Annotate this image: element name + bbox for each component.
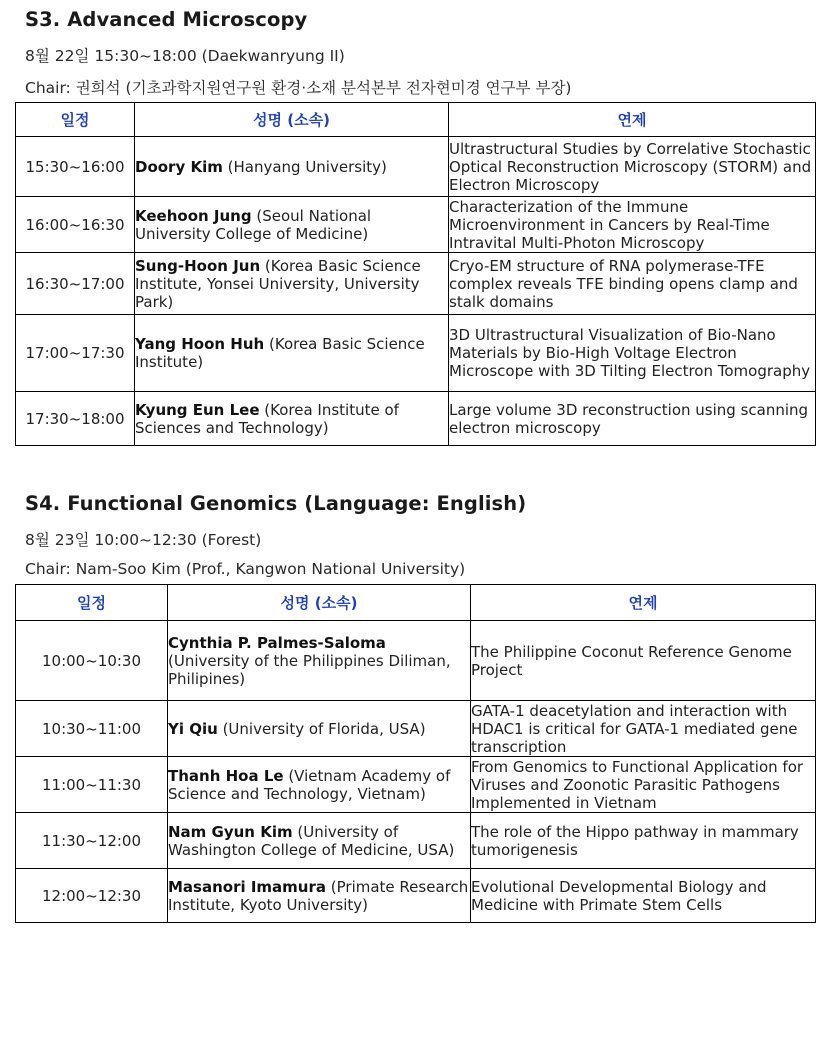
talk-title: The Philippine Coconut Reference Genome Project	[471, 621, 816, 701]
talk-title: The role of the Hippo pathway in mammary tumorigenesis	[471, 813, 816, 869]
speaker-name: Masanori Imamura	[168, 877, 327, 896]
speaker-cell	[168, 869, 471, 923]
speaker-affiliation: (Hanyang University)	[222, 157, 387, 176]
schedule-table	[15, 584, 816, 923]
header-time: 일정	[16, 585, 168, 621]
header-speaker: 성명 (소속)	[168, 585, 471, 621]
speaker-cell	[135, 137, 449, 197]
table-row	[16, 869, 816, 923]
speaker-affiliation: (Primate Research Institute, Kyoto University)	[168, 877, 469, 914]
table-header-row	[16, 103, 816, 137]
time-slot: 10:00~10:30	[16, 621, 168, 701]
table-row	[16, 137, 816, 197]
table-header-row	[16, 585, 816, 621]
speaker-affiliation: (Vietnam Academy of Science and Technology, Vietnam)	[168, 766, 451, 803]
speaker-cell	[135, 253, 449, 315]
speaker-cell	[168, 701, 471, 757]
table-row	[16, 253, 816, 315]
time-slot: 11:00~11:30	[16, 757, 168, 813]
speaker-affiliation: (Korea Institute of Sciences and Technology)	[135, 400, 399, 437]
speaker-name: Doory Kim	[135, 157, 223, 176]
table-row	[16, 315, 816, 392]
time-slot: 16:00~16:30	[16, 197, 135, 253]
header-topic: 연제	[471, 585, 816, 621]
time-slot: 12:00~12:30	[16, 869, 168, 923]
speaker-affiliation: (University of Washington College of Medicine, USA)	[168, 822, 455, 859]
session-chair: Chair: 권희석 (기초과학지원연구원 환경·소재 분석본부 전자현미경 연구부 부장)	[25, 79, 572, 97]
speaker-name: Keehoon Jung	[135, 206, 252, 225]
session-date-venue: 8월 23일 10:00~12:30 (Forest)	[25, 531, 262, 549]
talk-title: Cryo-EM structure of RNA polymerase-TFE complex reveals TFE binding opens clamp and stalk domains	[449, 253, 816, 315]
header-speaker: 성명 (소속)	[135, 103, 449, 137]
speaker-cell	[168, 813, 471, 869]
talk-title: From Genomics to Functional Application for Viruses and Zoonotic Parasitic Pathogens Implemented in Vietnam	[471, 757, 816, 813]
table-row	[16, 701, 816, 757]
speaker-name: Sung-Hoon Jun	[135, 256, 261, 275]
talk-title: Ultrastructural Studies by Correlative Stochastic Optical Reconstruction Microscopy (STORM) and Electron Microscopy	[449, 137, 816, 197]
speaker-cell	[168, 757, 471, 813]
speaker-name: Cynthia P. Palmes-Saloma	[168, 633, 386, 652]
talk-title: Evolutional Developmental Biology and Medicine with Primate Stem Cells	[471, 869, 816, 923]
table-row	[16, 197, 816, 253]
speaker-affiliation: (Korea Basic Science Institute)	[135, 335, 425, 371]
speaker-name: Nam Gyun Kim	[168, 822, 293, 841]
speaker-name: Thanh Hoa Le	[168, 766, 284, 785]
session-title: S4. Functional Genomics (Language: English)	[25, 492, 527, 515]
time-slot: 11:30~12:00	[16, 813, 168, 869]
speaker-cell	[168, 621, 471, 701]
session-chair: Chair: Nam-Soo Kim (Prof., Kangwon National University)	[25, 560, 466, 578]
speaker-cell	[135, 315, 449, 392]
speaker-cell	[135, 392, 449, 446]
table-row	[16, 621, 816, 701]
talk-title: Large volume 3D reconstruction using scanning electron microscopy	[449, 392, 816, 446]
time-slot: 15:30~16:00	[16, 137, 135, 197]
schedule-table	[15, 102, 816, 446]
table-row	[16, 813, 816, 869]
time-slot: 17:30~18:00	[16, 392, 135, 446]
session-title: S3. Advanced Microscopy	[25, 8, 308, 31]
talk-title: 3D Ultrastructural Visualization of Bio-Nano Materials by Bio-High Voltage Electron Microscope with 3D Tilting Electron Tomography	[449, 315, 816, 392]
header-topic: 연제	[449, 103, 816, 137]
table-row	[16, 392, 816, 446]
time-slot: 16:30~17:00	[16, 253, 135, 315]
talk-title: Characterization of the Immune Microenvironment in Cancers by Real-Time Intravital Multi-Photon Microscopy	[449, 197, 816, 253]
speaker-name: Yang Hoon Huh	[135, 335, 265, 353]
speaker-name: Yi Qiu	[168, 719, 218, 738]
time-slot: 17:00~17:30	[16, 315, 135, 392]
session-date-venue: 8월 22일 15:30~18:00 (Daekwanryung II)	[25, 47, 345, 65]
speaker-affiliation: (Seoul National University College of Medicine)	[135, 206, 372, 243]
speaker-affiliation: (University of Florida, USA)	[217, 719, 426, 738]
header-time: 일정	[16, 103, 135, 137]
table-row	[16, 757, 816, 813]
speaker-name: Kyung Eun Lee	[135, 400, 260, 419]
talk-title: GATA-1 deacetylation and interaction with HDAC1 is critical for GATA-1 mediated gene transcription	[471, 701, 816, 757]
speaker-affiliation: (University of the Philippines Diliman, Philipines)	[168, 651, 451, 688]
speaker-cell	[135, 197, 449, 253]
time-slot: 10:30~11:00	[16, 701, 168, 757]
speaker-affiliation: (Korea Basic Science Institute, Yonsei University, University Park)	[135, 256, 421, 311]
